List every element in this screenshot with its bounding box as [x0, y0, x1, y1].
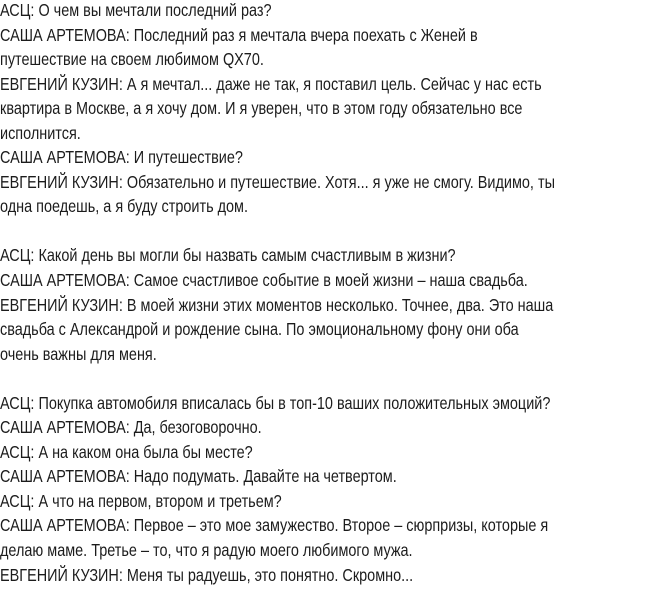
dialogue-line: ЕВГЕНИЙ КУЗИН: Обязательно и путешествие. Хотя... я уже не смогу. Видимо, ты	[0, 171, 555, 192]
dialogue-line: САША АРТЕМОВА: Надо подумать. Давайте на четвертом.	[0, 466, 397, 487]
dialogue-line: делаю маме. Третье – то, что я радую моего любимого мужа.	[0, 540, 413, 561]
dialogue-line: САША АРТЕМОВА: Да, безоговорочно.	[0, 417, 262, 438]
dialogue-block-car-purchase	[0, 391, 660, 587]
dialogue-line: АСЦ: А что на первом, втором и третьем?	[0, 490, 282, 511]
dialogue-line: САША АРТЕМОВА: Самое счастливое событие в моей жизни – наша свадьба.	[0, 270, 528, 291]
dialogue-line: САША АРТЕМОВА: Последний раз я мечтала вчера поехать с Женей в	[0, 24, 478, 45]
dialogue-block-happiest-day	[0, 243, 660, 366]
dialogue-line: квартира в Москве, а я хочу дом. И я уверен, что в этом году обязательно все	[0, 98, 523, 119]
dialogue-line: АСЦ: А на каком она была бы месте?	[0, 441, 253, 462]
dialogue-line: АСЦ: Покупка автомобиля вписалась бы в топ-10 ваших положительных эмоций?	[0, 392, 551, 413]
dialogue-line: ЕВГЕНИЙ КУЗИН: Меня ты радуешь, это понятно. Скромно...	[0, 564, 414, 585]
dialogue-block-dreams	[0, 0, 660, 219]
dialogue-line: АСЦ: О чем вы мечтали последний раз?	[0, 0, 272, 20]
dialogue-line: одна поедешь, а я буду строить дом.	[0, 196, 249, 217]
dialogue-line: исполнится.	[0, 122, 81, 143]
dialogue-line: ЕВГЕНИЙ КУЗИН: В моей жизни этих моментов несколько. Точнее, два. Это наша	[0, 294, 554, 315]
dialogue-line: САША АРТЕМОВА: Первое – это мое замужество. Второе – сюрпризы, которые я	[0, 515, 549, 536]
dialogue-line: САША АРТЕМОВА: И путешествие?	[0, 147, 243, 168]
dialogue-line: свадьба с Александрой и рождение сына. По эмоциональному фону они оба	[0, 319, 519, 340]
dialogue-line: путешествие на своем любимом QX70.	[0, 49, 264, 70]
dialogue-line: очень важны для меня.	[0, 343, 157, 364]
dialogue-line: ЕВГЕНИЙ КУЗИН: А я мечтал... даже не так, я поставил цель. Сейчас у нас есть	[0, 73, 542, 94]
dialogue-line: АСЦ: Какой день вы могли бы назвать самым счастливым в жизни?	[0, 245, 456, 266]
